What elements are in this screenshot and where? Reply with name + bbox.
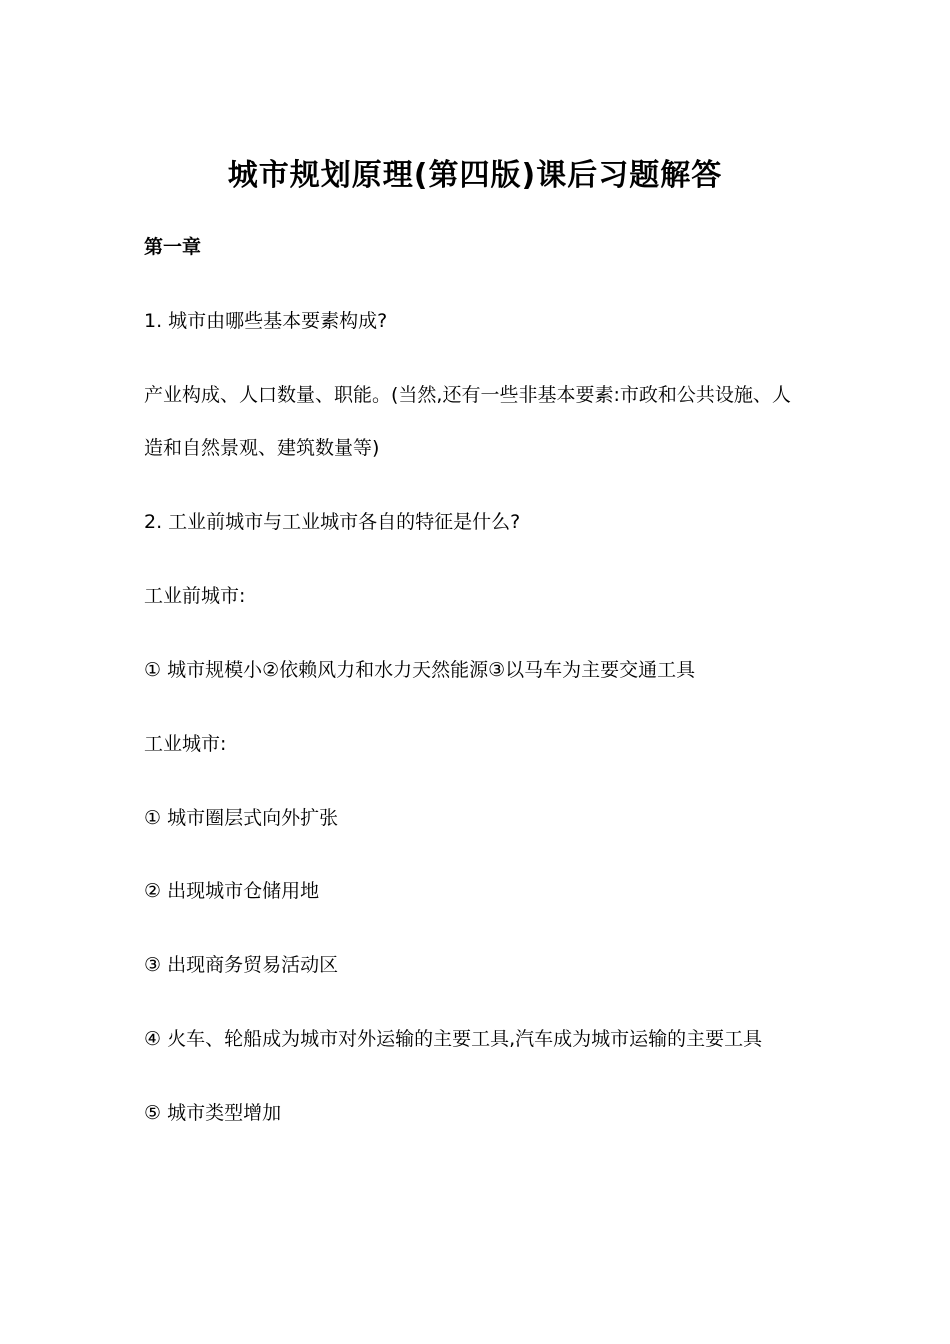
industrial-feature-item: ① 城市圈层式向外扩张 [144,807,339,829]
preindustrial-label: 工业前城市: [144,585,246,607]
industrial-label: 工业城市: [144,733,227,755]
document-title: 城市规划原理(第四版)课后习题解答 [227,158,723,193]
chapter-heading: 第一章 [144,236,202,258]
answer-1-line-2: 造和自然景观、建筑数量等) [144,437,380,459]
industrial-feature-item: ③ 出现商务贸易活动区 [144,954,339,976]
industrial-feature-item: ② 出现城市仓储用地 [144,880,320,902]
industrial-feature-item: ④ 火车、轮船成为城市对外运输的主要工具,汽车成为城市运输的主要工具 [144,1028,763,1050]
industrial-feature-item: ⑤ 城市类型增加 [144,1102,282,1124]
question-1: 1. 城市由哪些基本要素构成? [144,310,388,332]
answer-1-line-1: 产业构成、人口数量、职能。(当然,还有一些非基本要素:市政和公共设施、人 [144,384,791,406]
preindustrial-features: ① 城市规模小②依赖风力和水力天然能源③以马车为主要交通工具 [144,659,696,681]
question-2: 2. 工业前城市与工业城市各自的特征是什么? [144,511,521,533]
